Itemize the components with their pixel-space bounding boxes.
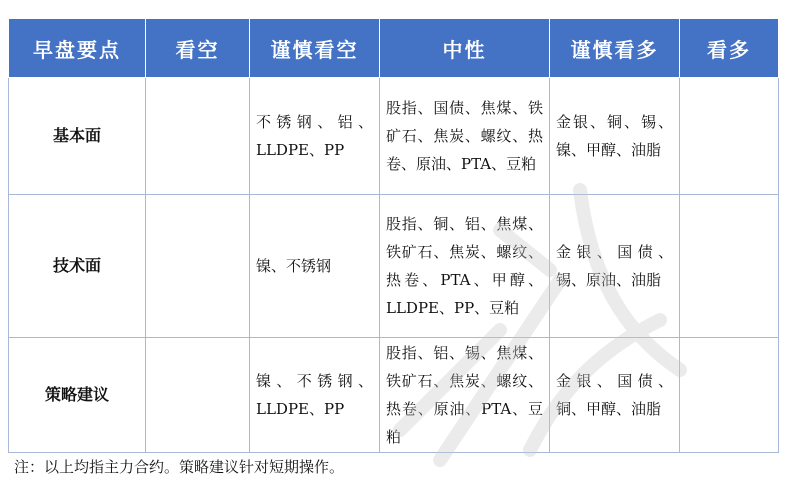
header-key-points: 早盘要点 (9, 19, 146, 78)
outlook-table (8, 18, 779, 453)
cell-neutral: 股指、铝、锡、焦煤、铁矿石、焦炭、螺纹、热卷、原油、PTA、豆粕 (380, 338, 550, 453)
cell-cautious-bullish: 金银、国债、铜、甲醇、油脂 (550, 338, 680, 453)
header-bearish: 看空 (146, 19, 250, 78)
table-row (9, 195, 779, 338)
cell-cautious-bearish: 镍、不锈钢、LLDPE、PP (250, 338, 380, 453)
cell-neutral: 股指、国债、焦煤、铁矿石、焦炭、螺纹、热卷、原油、PTA、豆粕 (380, 78, 550, 195)
row-label-fundamentals: 基本面 (9, 78, 146, 195)
cell-bearish (146, 78, 250, 195)
header-cautious-bullish: 谨慎看多 (550, 19, 680, 78)
cell-bullish (680, 338, 779, 453)
row-label-strategy: 策略建议 (9, 338, 146, 453)
outlook-table-container (8, 18, 778, 453)
table-row (9, 338, 779, 453)
header-cautious-bearish: 谨慎看空 (250, 19, 380, 78)
cell-cautious-bearish: 镍、不锈钢 (250, 195, 380, 338)
table-row (9, 78, 779, 195)
header-bullish: 看多 (680, 19, 779, 78)
cell-neutral: 股指、铜、铝、焦煤、铁矿石、焦炭、螺纹、热卷、PTA、甲醇、LLDPE、PP、豆粕 (380, 195, 550, 338)
footnote: 注：以上均指主力合约。策略建议针对短期操作。 (14, 458, 345, 476)
cell-cautious-bearish: 不锈钢、铝、LLDPE、PP (250, 78, 380, 195)
cell-bearish (146, 195, 250, 338)
cell-bearish (146, 338, 250, 453)
cell-bullish (680, 78, 779, 195)
header-row (9, 19, 779, 78)
row-label-technicals: 技术面 (9, 195, 146, 338)
cell-bullish (680, 195, 779, 338)
cell-cautious-bullish: 金银、铜、锡、镍、甲醇、油脂 (550, 78, 680, 195)
cell-cautious-bullish: 金银、国债、锡、原油、油脂 (550, 195, 680, 338)
header-neutral: 中性 (380, 19, 550, 78)
